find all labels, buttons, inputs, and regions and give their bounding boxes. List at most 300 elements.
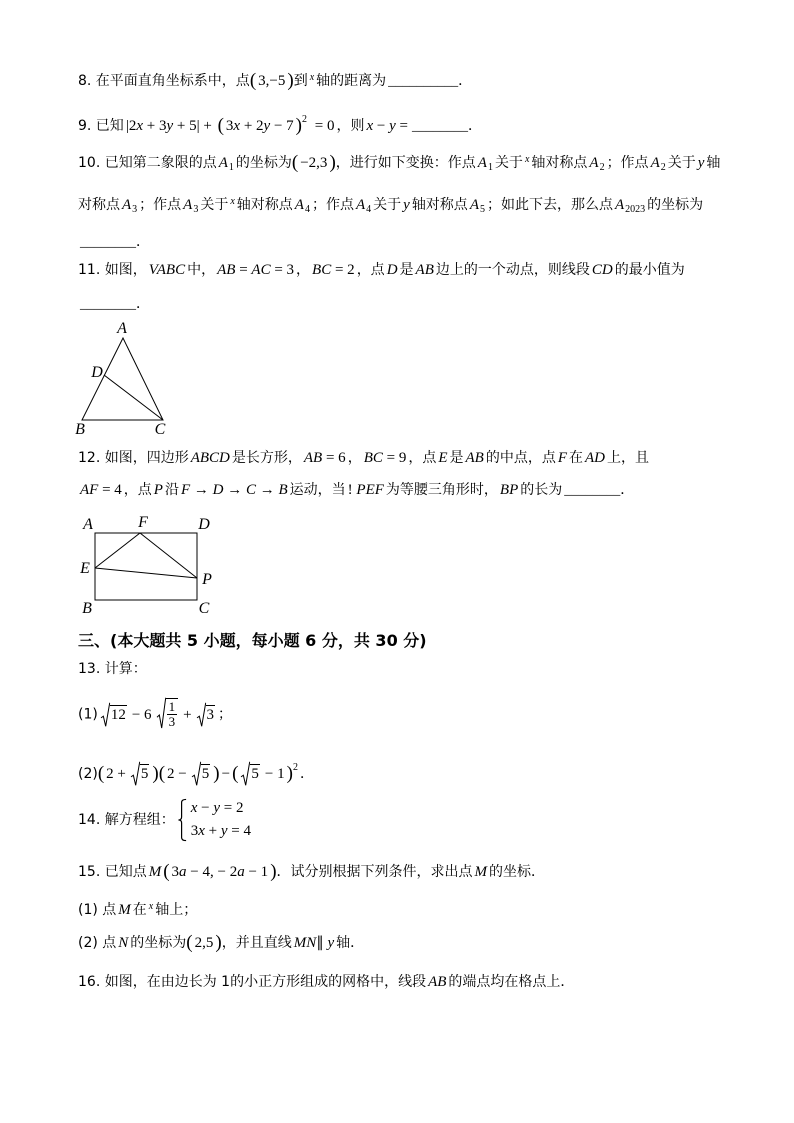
math-symbols: 12 — [110, 706, 126, 723]
text-run: 的最小值为 — [614, 262, 685, 278]
question-8-line-1 — [78, 66, 472, 94]
question-13-part-1 — [78, 698, 232, 729]
square-root — [197, 703, 216, 727]
math-expression — [366, 118, 408, 134]
math-expression — [172, 864, 269, 880]
subscript: 4 — [366, 204, 372, 215]
text-run: 的坐标为 — [130, 935, 187, 951]
math-expression — [207, 707, 215, 723]
math-symbols: → — [256, 482, 279, 498]
math-symbols: − 1 — [264, 766, 285, 782]
math-paren: ( — [186, 932, 193, 953]
math-expression — [195, 935, 214, 951]
math-variable: AB — [428, 974, 447, 990]
subscript: 4 — [304, 204, 310, 215]
square-root — [192, 762, 211, 786]
math-variable: B — [278, 482, 288, 498]
math-variable: y — [327, 935, 335, 951]
math-variable: y — [697, 155, 705, 171]
equation — [189, 820, 253, 843]
math-expression — [181, 482, 288, 498]
math-variable: a — [179, 864, 187, 880]
math-expression — [651, 155, 660, 171]
math-expression — [111, 707, 126, 723]
radical-sign — [197, 703, 206, 727]
math-symbols: − 4, − 2 — [186, 864, 238, 880]
text-run: 13. 计算： — [78, 661, 147, 677]
section-heading: 三、(本大题共 5 小题，每小题 6 分，共 30 分) — [78, 631, 427, 650]
text-run: ， — [296, 262, 311, 278]
math-symbols: − — [197, 800, 214, 816]
question-11-line-1 — [78, 258, 685, 282]
math-symbols: + 5| + — [173, 118, 216, 134]
text-run: 8. 在平面直角坐标系中，点 — [78, 73, 250, 89]
math-symbols: = 0 — [311, 118, 335, 134]
text-run: 为等腰三角形时， — [385, 482, 498, 498]
text-run: 轴的距离为 — [316, 73, 387, 89]
subscript: 5 — [479, 204, 485, 215]
left-brace — [178, 799, 187, 841]
math-symbols: = 9 — [382, 450, 407, 466]
square-root — [157, 698, 179, 729]
text-run: ；作点 — [606, 155, 649, 171]
question-14-line-1 — [78, 797, 253, 843]
math-variable: M — [118, 902, 131, 918]
text-run: ，点 — [408, 450, 437, 466]
text-run: 的坐标为 — [647, 197, 704, 213]
question-12-line-2 — [78, 478, 634, 503]
math-variable: AF — [80, 482, 99, 498]
math-variable: A — [650, 155, 660, 171]
math-variable: M — [474, 864, 488, 880]
subscript: 3 — [132, 204, 138, 215]
segment-fe — [95, 533, 140, 568]
math-symbols: 3 — [225, 118, 234, 134]
text-run: 轴对称点 — [531, 155, 588, 171]
math-variable: C — [245, 482, 256, 498]
math-expression — [500, 482, 518, 498]
text-run: ． — [136, 296, 150, 312]
math-variable: A — [477, 155, 487, 171]
question-10-line-1 — [78, 148, 720, 180]
math-variable: A — [355, 197, 366, 213]
math-symbols: 2,5 — [194, 935, 214, 951]
text-run: ，点 — [356, 262, 385, 278]
text-run: 边上的一个动点，则线段 — [435, 262, 590, 278]
text-run: 沿 — [164, 482, 179, 498]
math-variable: y — [263, 118, 271, 134]
math-paren: ) — [213, 763, 220, 784]
answer-blank: ________ — [412, 119, 468, 134]
math-paren: ( — [291, 152, 299, 173]
label-a: A — [117, 320, 127, 337]
radical-sign — [241, 762, 250, 786]
math-variable: BC — [312, 262, 332, 278]
denominator: 3 — [168, 714, 176, 729]
math-expression — [294, 935, 334, 951]
math-expression — [364, 450, 407, 466]
rectangle-figure — [74, 511, 219, 619]
math-symbols: − 6 — [131, 706, 152, 723]
question-12-line-1 — [78, 446, 649, 470]
math-symbols: = 2 — [331, 262, 355, 278]
math-expression — [438, 450, 447, 466]
fraction — [167, 700, 178, 729]
text-run: ． — [299, 766, 314, 782]
math-expression — [258, 73, 285, 89]
answer-blank: ________ — [80, 235, 136, 250]
text-run: ；作点 — [139, 197, 182, 213]
question-9-line-1 — [78, 108, 482, 139]
math-variable: N — [118, 935, 129, 951]
text-run: ． — [136, 234, 150, 250]
question-13-part-2 — [78, 756, 314, 786]
math-symbols: + 3 — [143, 118, 167, 134]
math-expression — [149, 262, 185, 278]
text-run: 15. 已知点 — [78, 864, 147, 880]
math-expression — [118, 902, 131, 918]
text-run: ．试分别根据下列条件，求出点 — [276, 864, 473, 880]
math-symbols: = 3 — [270, 262, 295, 278]
math-expression — [466, 450, 484, 466]
subscript: 1 — [228, 162, 234, 173]
question-16-line-1 — [78, 970, 574, 994]
text-run: 12. 如图，四边形 — [78, 450, 189, 466]
math-paren: ( — [97, 763, 105, 784]
math-expression — [416, 262, 434, 278]
math-symbols: 3 — [171, 864, 180, 880]
math-paren: ( — [232, 763, 239, 784]
text-run: ， — [347, 450, 362, 466]
math-expression — [122, 197, 131, 213]
text-run: ，进行如下变换：作点 — [335, 155, 476, 171]
math-expression — [149, 864, 162, 880]
text-run: 关于 — [200, 197, 229, 213]
math-expression — [191, 823, 251, 839]
label-b: B — [82, 600, 92, 617]
text-run: (1) — [78, 706, 98, 723]
math-expression — [478, 155, 487, 171]
math-symbols: = 6 — [322, 450, 346, 466]
axis-letter: x — [148, 901, 154, 912]
text-run: 是 — [449, 450, 464, 466]
math-variable: x — [366, 118, 374, 134]
math-variable: y — [403, 197, 410, 213]
math-symbols: → — [223, 482, 246, 498]
math-expression — [222, 766, 230, 782]
math-expression — [251, 766, 259, 782]
radical-sign — [131, 762, 140, 786]
label-b: B — [75, 421, 85, 438]
superscript: 2 — [292, 762, 298, 773]
math-paren: ( — [217, 115, 224, 136]
math-expression — [698, 155, 705, 171]
math-expression — [348, 482, 384, 498]
radical-sign — [157, 698, 166, 729]
axis-letter: x — [230, 196, 235, 207]
triangle-figure — [70, 318, 180, 440]
math-symbols: − — [221, 766, 231, 782]
math-variable: AB — [217, 262, 236, 278]
math-expression — [202, 766, 210, 782]
math-symbols: − 7 — [270, 118, 294, 134]
question-10-line-2 — [78, 190, 703, 222]
text-run: ． — [458, 73, 473, 89]
math-symbols: 5 — [201, 766, 210, 782]
radicand — [250, 764, 260, 782]
math-variable: A — [614, 197, 625, 213]
text-run: 的端点均在格点上． — [448, 974, 575, 990]
math-variable: PEF — [356, 482, 384, 498]
math-expression — [592, 262, 613, 278]
radical-sign — [192, 762, 201, 786]
text-run: 关于 — [667, 155, 696, 171]
math-variable: x — [233, 118, 241, 134]
text-run: 9. 已知 — [78, 118, 124, 134]
question-15-line-1 — [78, 860, 545, 884]
math-variable: A — [469, 197, 479, 213]
math-paren: ) — [287, 70, 294, 91]
math-paren: ( — [249, 70, 257, 91]
text-run: 轴 — [706, 155, 721, 171]
math-variable: AB — [415, 262, 434, 278]
text-run: ； — [218, 706, 233, 723]
label-c: C — [154, 421, 166, 438]
text-run: 11. 如图， — [78, 262, 147, 278]
math-expression — [356, 197, 365, 213]
math-expression — [300, 155, 327, 171]
math-variable: ABCD — [190, 450, 230, 466]
question-11-line-2 — [78, 292, 150, 317]
label-c: C — [198, 600, 210, 617]
text-run: 的坐标为 — [235, 155, 292, 171]
answer-blank: __________ — [388, 74, 459, 89]
question-15-part-2 — [78, 931, 364, 955]
math-expression — [585, 450, 605, 466]
segment-ep — [95, 568, 197, 578]
radicand — [201, 764, 211, 782]
math-variable: MN — [293, 935, 317, 951]
math-symbols: = — [235, 262, 252, 278]
math-expression — [265, 766, 285, 782]
math-variable: y — [220, 823, 228, 839]
text-run: 中， — [187, 262, 216, 278]
math-expression — [167, 766, 187, 782]
math-variable: D — [386, 262, 398, 278]
math-symbols: = 2 — [220, 800, 244, 816]
math-symbols: − 1 — [244, 864, 269, 880]
text-run: 在 — [132, 902, 147, 918]
math-expression — [311, 118, 334, 134]
text-run: ；如此下去，那么点 — [486, 197, 613, 213]
math-symbols: − — [373, 118, 390, 134]
math-variable: D — [212, 482, 224, 498]
square-root — [131, 762, 150, 786]
text-run: 是 — [399, 262, 414, 278]
text-run: 的长为 — [520, 482, 563, 498]
math-variable: CD — [591, 262, 613, 278]
text-run: 轴上； — [155, 902, 198, 918]
math-variable: F — [180, 482, 191, 498]
text-run: 的坐标． — [489, 864, 546, 880]
math-variable: M — [148, 864, 162, 880]
radicand — [206, 705, 216, 723]
math-paren: ) — [286, 763, 293, 784]
math-variable: A — [122, 197, 132, 213]
numerator: 1 — [168, 699, 176, 714]
label-d: D — [91, 364, 103, 381]
math-expression — [183, 197, 192, 213]
math-variable: x — [190, 800, 198, 816]
text-run: (1) 点 — [78, 902, 117, 918]
text-run: 的中点，点 — [485, 450, 556, 466]
answer-blank: ________ — [564, 483, 621, 498]
math-expression — [126, 118, 216, 134]
math-expression — [387, 262, 398, 278]
text-run: 上，且 — [607, 450, 649, 466]
label-f: F — [138, 514, 148, 531]
math-paren: ) — [270, 861, 277, 882]
text-run: 轴对称点 — [411, 197, 468, 213]
math-expression — [191, 800, 244, 816]
math-paren: ) — [295, 115, 302, 136]
math-symbols: 3 — [190, 823, 199, 839]
text-run: ，并且直线 — [221, 935, 292, 951]
math-symbols: 2 − — [167, 766, 187, 782]
math-expression — [226, 118, 294, 134]
text-run: 是长方形， — [231, 450, 302, 466]
label-a: A — [83, 516, 93, 533]
math-expression — [141, 766, 149, 782]
text-run: ． — [468, 118, 482, 134]
math-symbols: → — [190, 482, 213, 498]
math-expression — [217, 262, 294, 278]
text-run: 对称点 — [78, 197, 120, 213]
math-paren: ) — [152, 763, 159, 784]
subscript: 3 — [193, 204, 199, 215]
question-15-part-1 — [78, 895, 197, 922]
math-variable: BP — [499, 482, 519, 498]
math-expression — [132, 707, 152, 723]
math-variable: AC — [251, 262, 271, 278]
math-variable: x — [136, 118, 143, 134]
math-symbols: + — [204, 823, 221, 839]
math-expression — [183, 707, 191, 723]
math-expression — [304, 450, 346, 466]
radicand — [140, 764, 150, 782]
math-expression — [428, 974, 446, 990]
text-run: 14. 解方程组： — [78, 812, 175, 828]
text-run: ，则 — [336, 118, 365, 134]
label-d: D — [198, 516, 210, 533]
label-p: P — [202, 571, 212, 588]
math-variable: VABC — [148, 262, 186, 278]
math-expression — [80, 482, 122, 498]
math-symbols: 3 — [206, 706, 215, 723]
radicand — [166, 698, 179, 729]
math-variable: y — [389, 118, 396, 134]
question-10-line-3 — [78, 230, 150, 255]
radical-sign — [101, 703, 110, 727]
math-expression — [295, 197, 304, 213]
math-expression — [219, 155, 228, 171]
subscript: 2023 — [625, 204, 646, 215]
math-variable: AB — [465, 450, 484, 466]
math-symbols: 5 — [140, 766, 149, 782]
text-run: (2) — [78, 766, 98, 782]
math-variable: A — [294, 197, 304, 213]
axis-letter: x — [524, 154, 530, 165]
math-variable: F — [557, 450, 567, 466]
subscript: 2 — [599, 162, 605, 173]
segment-fp — [140, 533, 197, 578]
text-run: 轴对称点 — [236, 197, 293, 213]
subscript: 2 — [660, 162, 666, 173]
superscript: 2 — [302, 114, 307, 125]
math-expression — [118, 935, 128, 951]
math-symbols: ∥ — [316, 935, 328, 951]
math-paren: ) — [329, 152, 336, 173]
text-run: 轴． — [336, 935, 365, 951]
answer-blank: ________ — [80, 297, 136, 312]
text-run: (2) 点 — [78, 935, 117, 951]
math-variable: P — [153, 482, 163, 498]
math-expression — [106, 766, 126, 782]
math-variable: a — [237, 864, 245, 880]
text-run: 运动，当 — [289, 482, 346, 498]
math-symbols: + — [183, 706, 192, 723]
math-symbols: 3,−5 — [258, 73, 286, 89]
square-root — [241, 762, 260, 786]
text-run: 10. 已知第二象限的点 — [78, 155, 217, 171]
label-e: E — [80, 560, 90, 577]
square-root — [101, 703, 127, 727]
question-13-line-1 — [78, 657, 147, 681]
math-symbols: |2 — [125, 118, 137, 134]
subscript: 1 — [487, 162, 493, 173]
math-expression — [154, 482, 163, 498]
math-variable: x — [198, 823, 205, 839]
math-symbols: 2 + — [106, 766, 126, 782]
math-symbols: 5 — [251, 766, 259, 782]
equation — [189, 797, 253, 820]
math-symbols: ! — [347, 482, 357, 498]
math-symbols: + 2 — [240, 118, 264, 134]
math-variable: E — [438, 450, 448, 466]
text-run: ． — [620, 482, 635, 498]
math-expression — [191, 450, 230, 466]
math-expression — [312, 262, 355, 278]
math-variable: y — [213, 800, 221, 816]
radicand — [110, 705, 127, 723]
text-run: 关于 — [373, 197, 402, 213]
math-variable: AB — [303, 450, 323, 466]
math-variable: BC — [363, 450, 383, 466]
math-variable: A — [589, 155, 599, 171]
math-variable: A — [183, 197, 193, 213]
math-variable: AD — [585, 450, 605, 466]
axis-letter: x — [309, 72, 315, 83]
math-paren: ) — [215, 932, 222, 953]
math-expression — [589, 155, 598, 171]
math-expression — [615, 197, 624, 213]
text-run: ，点 — [123, 482, 152, 498]
math-variable: y — [166, 118, 174, 134]
math-symbols: = 4 — [227, 823, 251, 839]
text-run: 关于 — [494, 155, 523, 171]
math-symbols: −2,3 — [300, 155, 328, 171]
math-variable: A — [218, 155, 228, 171]
